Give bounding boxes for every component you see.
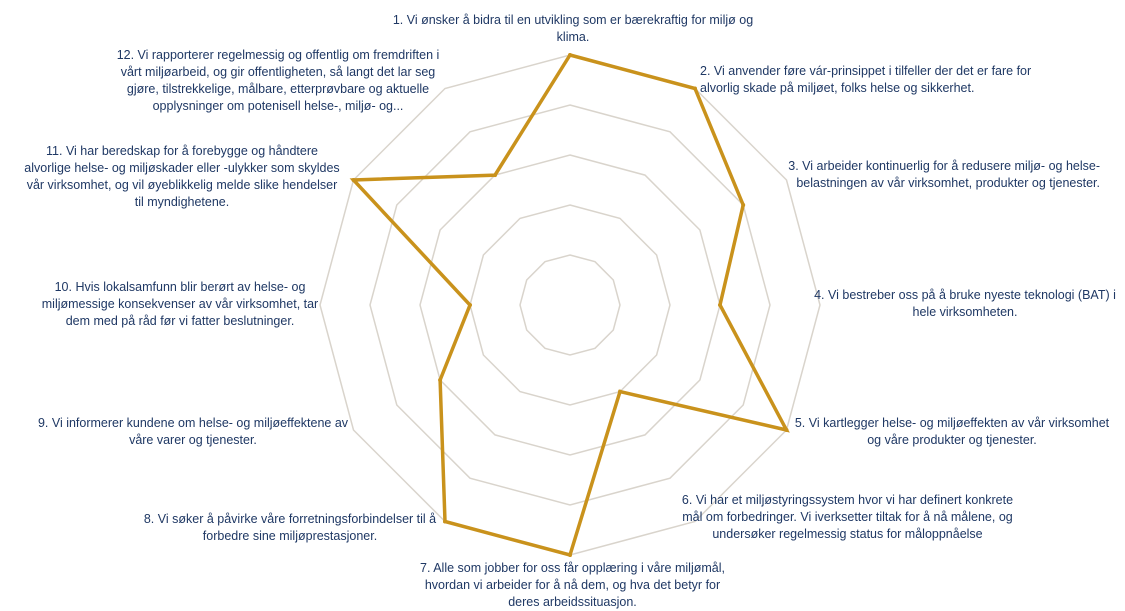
data-point-12 <box>493 173 497 177</box>
data-point-4 <box>718 303 722 307</box>
axis-label-1: 1. Vi ønsker å bidra til en utvikling som er bærekraftig for miljø og klima. <box>392 13 754 44</box>
data-point-2 <box>693 87 697 91</box>
data-point-3 <box>741 203 745 207</box>
axis-label-12: 12. Vi rapporterer regelmessig og offentlig om fremdriften i vårt miljøarbeid, og gir offentligheten, så langt det lar seg gjøre, tilstrekkelige, målbare, etterprøvbare og aktuelle opplysninger om potenisell helse-, miljø- og... <box>116 48 440 113</box>
data-point-6 <box>618 390 622 394</box>
axis-label-10: 10. Hvis lokalsamfunn blir berørt av helse- og miljømessige konsekvenser av vår virksomhet, tar dem med på råd før vi fatter beslutninger. <box>41 280 319 328</box>
axis-label-8: 8. Vi søker å påvirke våre forretningsforbindelser til å forbedre sine miljøprestasjoner. <box>143 512 437 543</box>
data-point-1 <box>568 53 572 57</box>
axis-label-7: 7. Alle som jobber for oss får opplæring i våre miljømål, hvordan vi arbeider for å nå dem, og hva det betyr for deres arbeidssituasjon. <box>420 561 725 609</box>
axis-label-3: 3. Vi arbeider kontinuerlig for å redusere miljø- og helse-belastningen av vår virksomhet, produkter og tjenester. <box>788 159 1100 190</box>
data-point-11 <box>352 178 356 182</box>
data-point-10 <box>468 303 472 307</box>
grid-ring-4 <box>370 105 770 505</box>
axis-label-2: 2. Vi anvender føre vár-prinsippet i tilfeller der det er fare for alvorlig skade på miljøet, folks helse og sikkerhet. <box>700 64 1032 95</box>
grid-ring-1 <box>520 255 620 355</box>
axis-label-9: 9. Vi informerer kundene om helse- og miljøeffektene av våre varer og tjenester. <box>37 416 349 447</box>
grid-ring-5 <box>320 55 820 555</box>
axis-label-11: 11. Vi har beredskap for å forebygge og håndtere alvorlige helse- og miljøskader eller -ulykker som skyldes vår virksomhet, og vil øyeblikkelig melde slike hendelser til myndighetene. <box>24 144 340 209</box>
data-point-7 <box>568 553 572 557</box>
axis-label-5: 5. Vi kartlegger helse- og miljøeffekten av vår virksomhet og våre produkter og tjenester. <box>794 416 1110 447</box>
grid-ring-3 <box>420 155 720 455</box>
data-point-9 <box>438 378 442 382</box>
grid-ring-2 <box>470 205 670 405</box>
axis-label-4: 4. Vi bestreber oss på å bruke nyeste teknologi (BAT) i hele virksomheten. <box>814 288 1116 319</box>
axis-label-6: 6. Vi har et miljøstyringssystem hvor vi har definert konkrete mål om forbedringer. Vi iverksetter tiltak for å nå målene, og undersøker regelmessig status for måloppnåelse <box>681 493 1014 541</box>
